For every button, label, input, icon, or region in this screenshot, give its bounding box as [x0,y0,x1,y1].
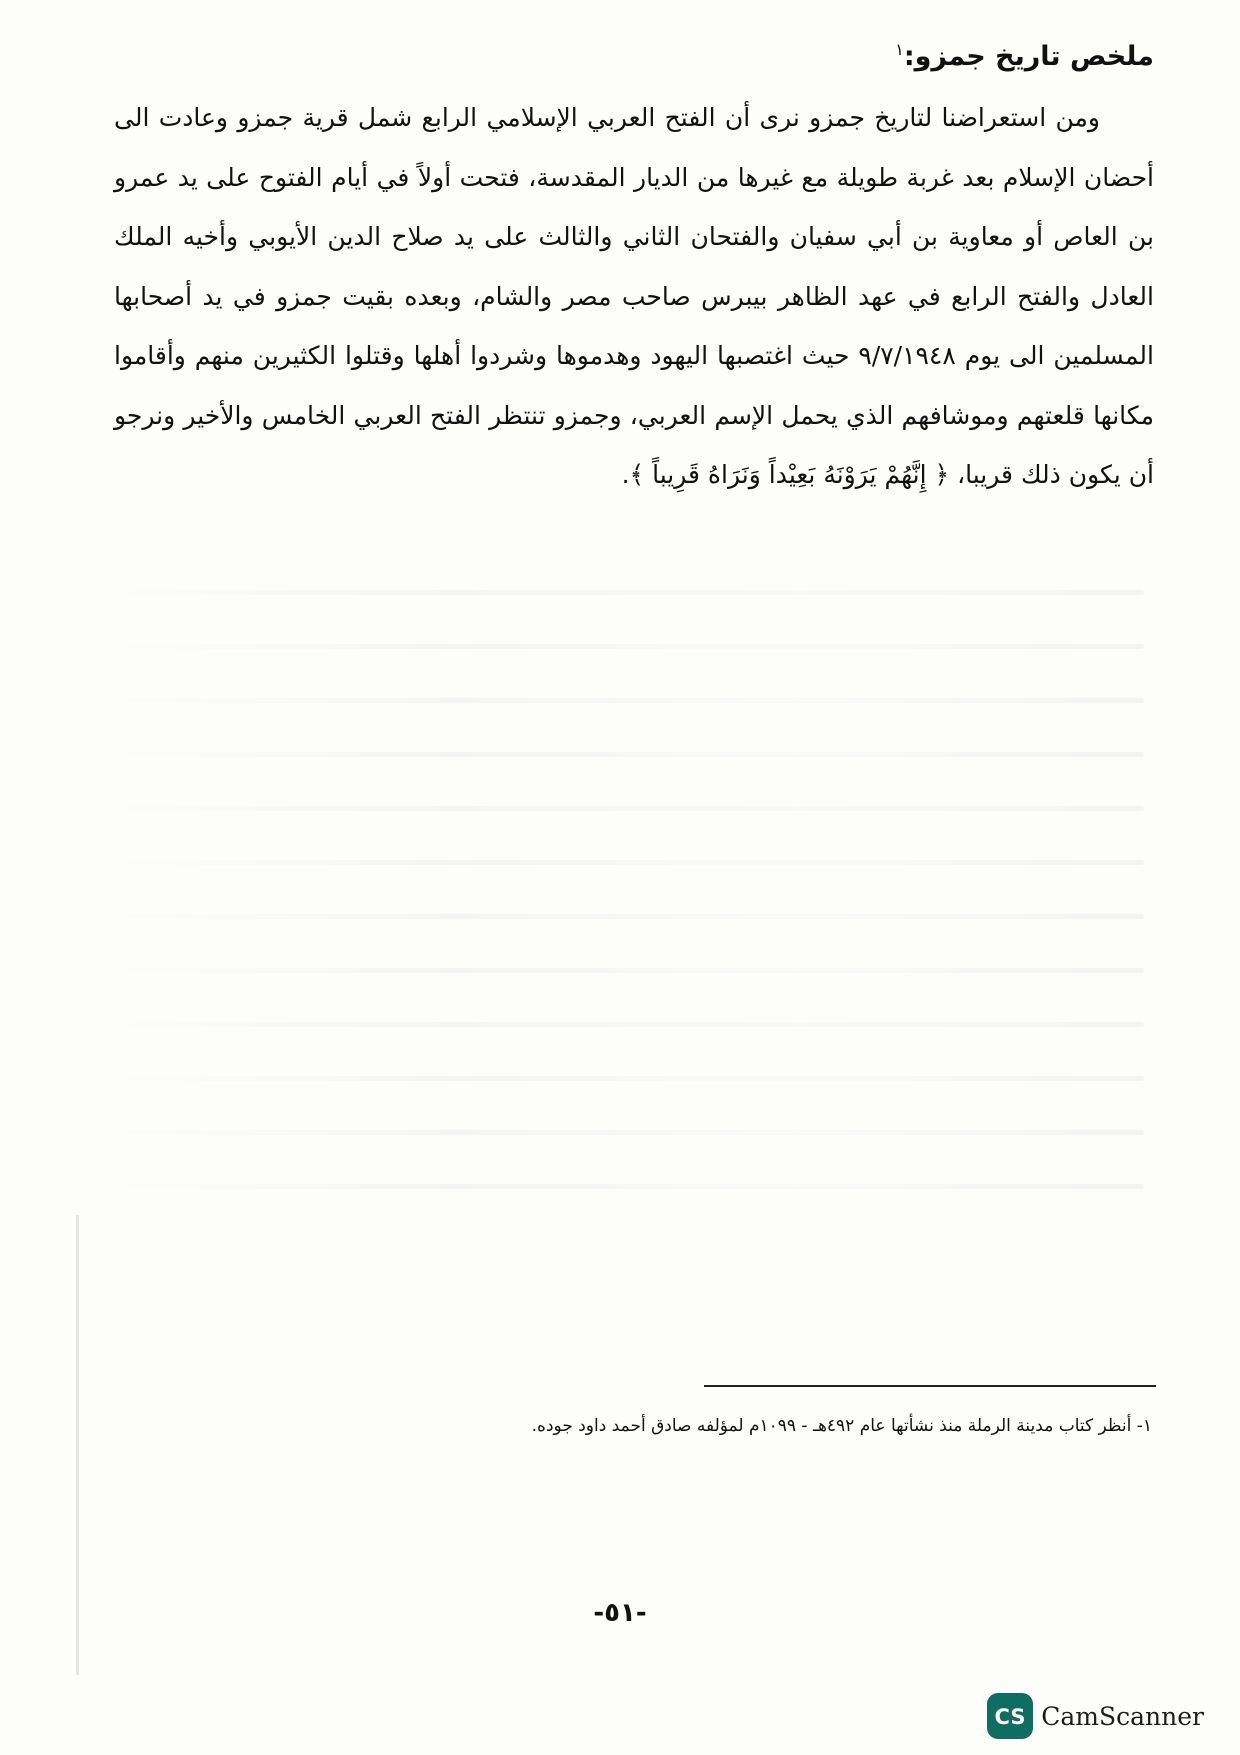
camscanner-logo-icon [987,1693,1033,1739]
section-title [254,30,1154,77]
footnote-divider [704,1385,1156,1387]
page-number: -٥١- [593,1598,647,1628]
title-footnote-marker: ١ [895,40,904,59]
camscanner-watermark [987,1691,1204,1741]
body-paragraph-block [114,88,1154,505]
camscanner-label: CamScanner [1041,1701,1204,1731]
camscanner-logo-letters: CS [994,1705,1026,1729]
bleed-through-shadow [110,590,1144,1310]
footnote-text: ١- أنظر كتاب مدينة الرملة منذ نشأتها عام ٤٩٢هـ - ١٠٩٩م لمؤلفه صادق أحمد داود جوده. [531,1416,1152,1436]
section-title-text: ملخص تاريخ جمزو: [903,41,1154,72]
body-paragraph: ومن استعراضنا لتاريخ جمزو نرى أن الفتح العربي الإسلامي الرابع شمل قرية جمزو وعادت الى أحضان الإسلام بعد غربة طويلة مع غيرها من الديار المقدسة، فتحت أولاً في أيام الفتوح على يد عمرو بن العاص أو معاوية بن أبي سفيان والفتحان الثاني والثالث على يد صلاح الدين الأيوبي وأخيه الملك العادل والفتح الرابع في عهد الظاهر بيبرس صاحب مصر والشام، وبعده بقيت جمزو في يد أصحابها المسلمين الى يوم ٩/٧/١٩٤٨ حيث اغتصبها اليهود وهدموها وشردوا أهلها وقتلوا الكثيرين منهم وأقاموا مكانها قلعتهم وموشافهم الذي يحمل الإسم العربي، وجمزو تنتظر الفتح العربي الخامس والأخير ونرجو أن يكون ذلك قريبا، ﴿ إِنَّهُمْ يَرَوْنَهُ بَعِيْداً وَنَرَاهُ قَرِيباً ﴾. [114,103,1154,489]
